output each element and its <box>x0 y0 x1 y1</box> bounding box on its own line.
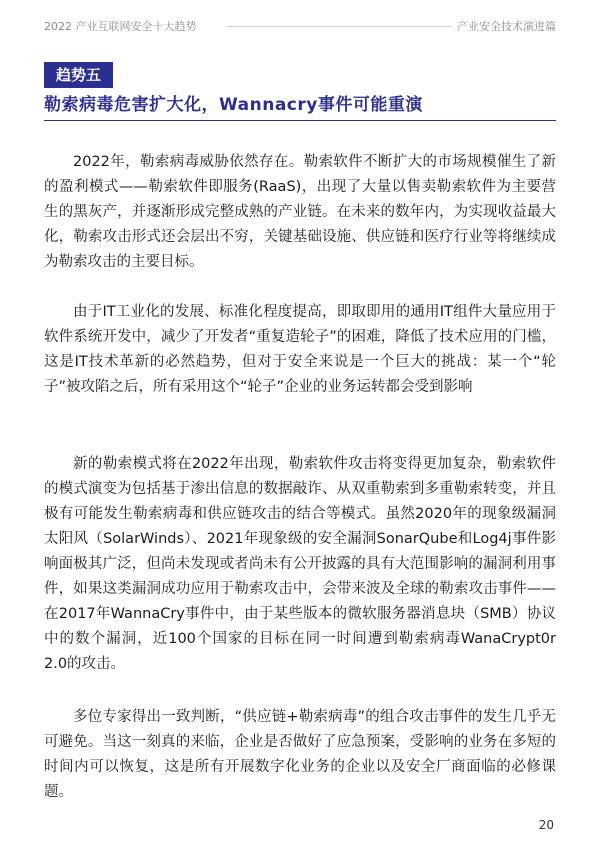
section-title-divider <box>44 120 556 121</box>
body-paragraph-1: 2022年，勒索病毒威胁依然存在。勒索软件不断扩大的市场规模催生了新的盈利模式——勒索软件即服务(RaaS)，出现了大量以售卖勒索软件为主要营生的黑灰产，并逐渐形成完整成熟的产业链。在未来的数年内，为实现收益最大化，勒索攻击形式还会层出不穷，关键基础设施、供应链和医疗行业等将继续成为勒索攻击的主要目标。 <box>44 154 556 270</box>
page-number: 20 <box>538 818 554 832</box>
header-report-title: 2022 产业互联网安全十大趋势 <box>44 20 197 33</box>
running-header <box>44 18 556 36</box>
header-divider <box>226 26 452 27</box>
body-paragraph-2: 由于IT工业化的发展、标准化程度提高，即取即用的通用IT组件大量应用于软件系统开发中，减少了开发者“重复造轮子”的困难，降低了技术应用的门槛，这是IT技术革新的必然趋势，但对于安全来说是一个巨大的挑战：某一个“轮子”被攻陷之后，所有采用这个“轮子”企业的业务运转都会受到影响 <box>44 304 556 395</box>
header-chapter-title: 产业安全技术演进篇 <box>457 20 556 33</box>
body-paragraph-4: 多位专家得出一致判断，“供应链+勒索病毒”的组合攻击事件的发生几乎无可避免。当这一刻真的来临，企业是否做好了应急预案，受影响的业务在多短的时间内可以恢复，这是所有开展数字化业务的企业以及安全厂商面临的必修课题。 <box>44 709 556 800</box>
section-title: 勒索病毒危害扩大化，Wannacry事件可能重演 <box>44 95 423 115</box>
body-paragraph-3: 新的勒索模式将在2022年出现，勒索软件攻击将变得更加复杂，勒索软件的模式演变为包括基于渗出信息的数据敲诈、从双重勒索到多重勒索转变，并且极有可能发生勒索病毒和供应链攻击的结合等模式。虽然2020年的现象级漏洞太阳风（SolarWinds）、2021年现象级的安全漏洞SonarQube和Log4j事件影响面极其广泛，但尚未发现或者尚未有公开披露的具有大范围影响的漏洞利用事件，如果这类漏洞成功应用于勒索攻击中，会带来波及全球的勒索攻击事件——在2017年WannaCry事件中，由于某些版本的微软服务器消息块（SMB）协议中的数个漏洞，近100个国家的目标在同一时间遭到勒索病毒WanaCrypt0r 2.0的攻击。 <box>44 456 556 672</box>
section-badge: 趋势五 <box>44 62 113 88</box>
